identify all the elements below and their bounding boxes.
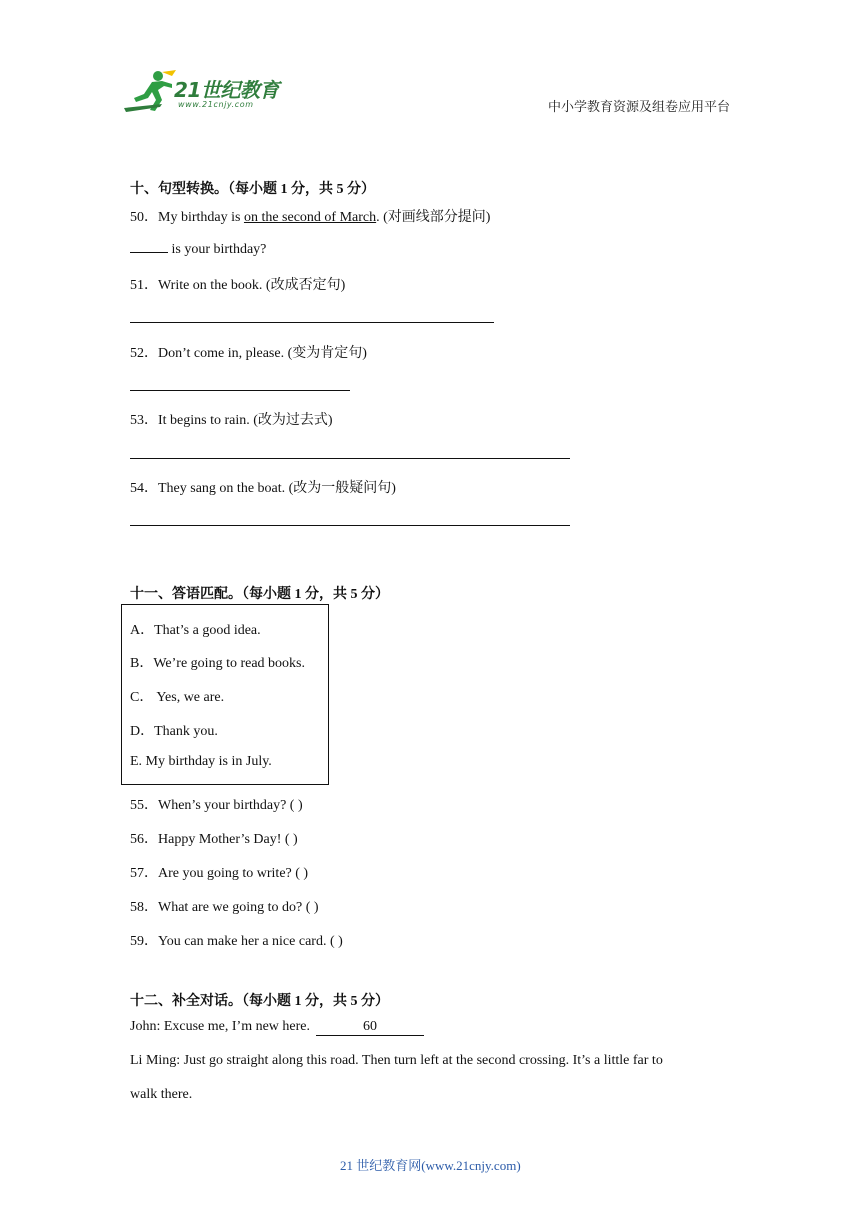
q52-answer-line[interactable] — [130, 390, 350, 391]
option-a: A．That’s a good idea. — [130, 623, 261, 638]
option-e: E. My birthday is in July. — [130, 754, 272, 769]
platform-name: 中小学教育资源及组卷应用平台 — [548, 100, 731, 115]
logo-text: 21世纪教育 — [174, 78, 279, 102]
q51-answer-line[interactable] — [130, 322, 494, 323]
question-58: 58．What are we going to do? ( ) — [130, 900, 319, 915]
site-logo — [122, 68, 292, 116]
john-line: John: Excuse me, I’m new here. — [130, 1019, 310, 1034]
q50-prefix: 50．My birthday is — [130, 210, 244, 225]
q50-suffix: . (对画线部分提问) — [376, 210, 491, 225]
q50-answer-blank[interactable] — [130, 240, 168, 253]
q54-answer-line[interactable] — [130, 525, 570, 526]
dialogue-liming-2: walk there. — [130, 1087, 193, 1102]
q50-underlined: on the second of March — [243, 210, 377, 225]
question-50 — [130, 206, 490, 226]
question-54: 54．They sang on the boat. (改为一般疑问句) — [130, 481, 396, 496]
q50-answer-rest: is your birthday? — [168, 242, 267, 257]
section-12-title: 十二、补全对话。（每小题 1 分，共 5 分） — [130, 994, 389, 1009]
option-d: D．Thank you. — [130, 724, 218, 739]
q53-answer-line[interactable] — [130, 458, 570, 459]
question-56: 56．Happy Mother’s Day! ( ) — [130, 832, 298, 847]
question-55: 55．When’s your birthday? ( ) — [130, 798, 303, 813]
q50-answer — [130, 240, 266, 258]
question-51: 51．Write on the book. (改成否定句) — [130, 278, 346, 293]
question-57: 57．Are you going to write? ( ) — [130, 866, 309, 881]
section-11-title: 十一、答语匹配。（每小题 1 分，共 5 分） — [130, 587, 389, 602]
dialogue-john — [130, 1019, 424, 1036]
section-10-title: 十、句型转换。（每小题 1 分，共 5 分） — [130, 182, 375, 197]
dialogue-liming-1: Li Ming: Just go straight along this road. Then turn left at the second crossing. It’s a little far to — [130, 1053, 663, 1068]
option-b: B．We’re going to read books. — [130, 656, 305, 671]
option-c: C． Yes, we are. — [130, 690, 225, 705]
page-footer: 21 世纪教育网(www.21cnjy.com) — [340, 1158, 521, 1173]
question-59: 59．You can make her a nice card. ( ) — [130, 934, 343, 949]
runner-logo-icon — [122, 68, 178, 114]
question-53: 53．It begins to rain. (改为过去式) — [130, 413, 333, 428]
question-52: 52．Don’t come in, please. (变为肯定句) — [130, 346, 367, 361]
blank-60[interactable]: 60 — [316, 1019, 424, 1036]
logo-url: www.21cnjy.com — [178, 100, 254, 109]
